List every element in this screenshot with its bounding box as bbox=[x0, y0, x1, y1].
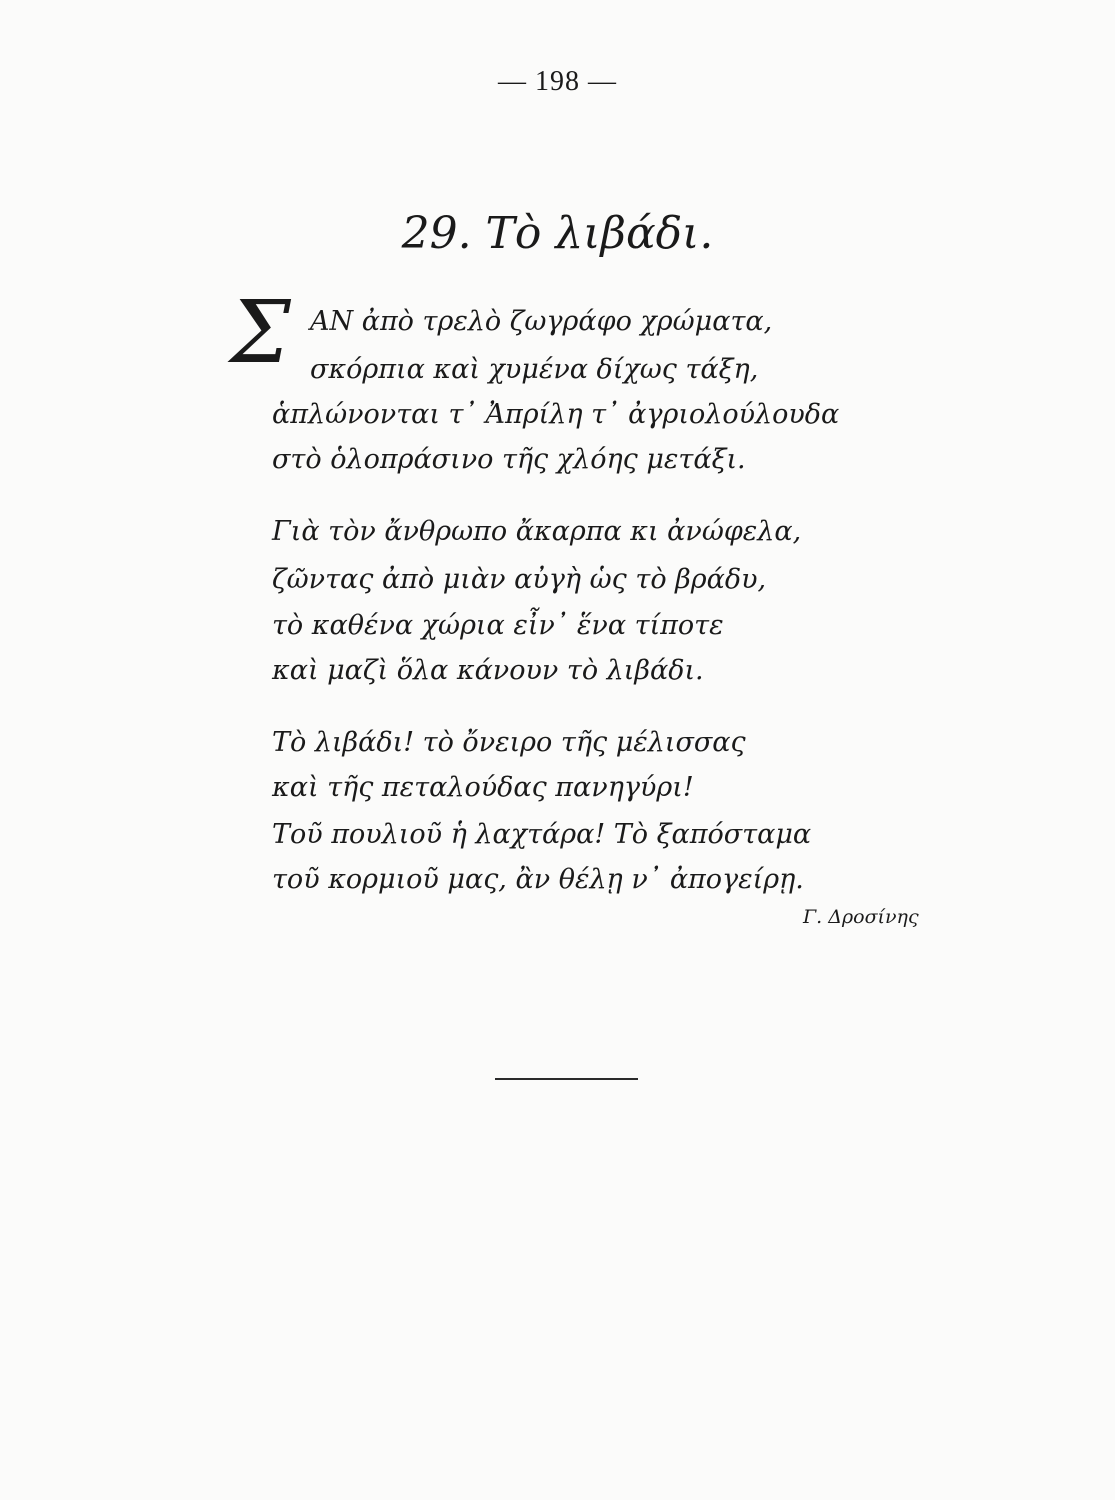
poem-line: τοῦ κορμιοῦ μας, ἂν θέλῃ ν᾿ ἀπογείρῃ. bbox=[272, 864, 804, 895]
poem-line: Τοῦ πουλιοῦ ἡ λαχτάρα! Τὸ ξαπόσταμα bbox=[272, 819, 812, 850]
poem-line: σκόρπια καὶ χυμένα δίχως τάξη, bbox=[310, 354, 759, 385]
page-number: — 198 — bbox=[498, 66, 617, 97]
poem-line: καὶ μαζὶ ὅλα κάνουν τὸ λιβάδι. bbox=[272, 655, 704, 686]
author-signature: Γ. Δροσίνης bbox=[803, 906, 919, 928]
poem-line: Γιὰ τὸν ἄνθρωπο ἄκαρπα κι ἀνώφελα, bbox=[272, 516, 802, 547]
poem-line: τὸ καθένα χώρια εἶν᾿ ἕνα τίποτε bbox=[272, 610, 724, 641]
poem-line: Τὸ λιβάδι! τὸ ὄνειρο τῆς μέλισσας bbox=[272, 727, 746, 758]
poem-line: ζῶντας ἀπὸ μιὰν αὐγὴ ὡς τὸ βράδυ, bbox=[272, 564, 767, 595]
horizontal-rule bbox=[495, 1078, 638, 1080]
poem-line: στὸ ὁλοπράσινο τῆς χλόης μετάξι. bbox=[272, 444, 746, 475]
poem-line: καὶ τῆς πεταλούδας πανηγύρι! bbox=[272, 772, 694, 803]
drop-cap-letter: Σ bbox=[230, 283, 291, 383]
poem-line: ΑΝ ἀπὸ τρελὸ ζωγράφο χρώματα, bbox=[310, 306, 773, 337]
poem-title: 29. Τὸ λιβάδι. bbox=[401, 208, 714, 259]
poem-line: ἁπλώνονται τ᾿ Ἀπρίλη τ᾿ ἀγριολούλουδα bbox=[272, 399, 840, 430]
